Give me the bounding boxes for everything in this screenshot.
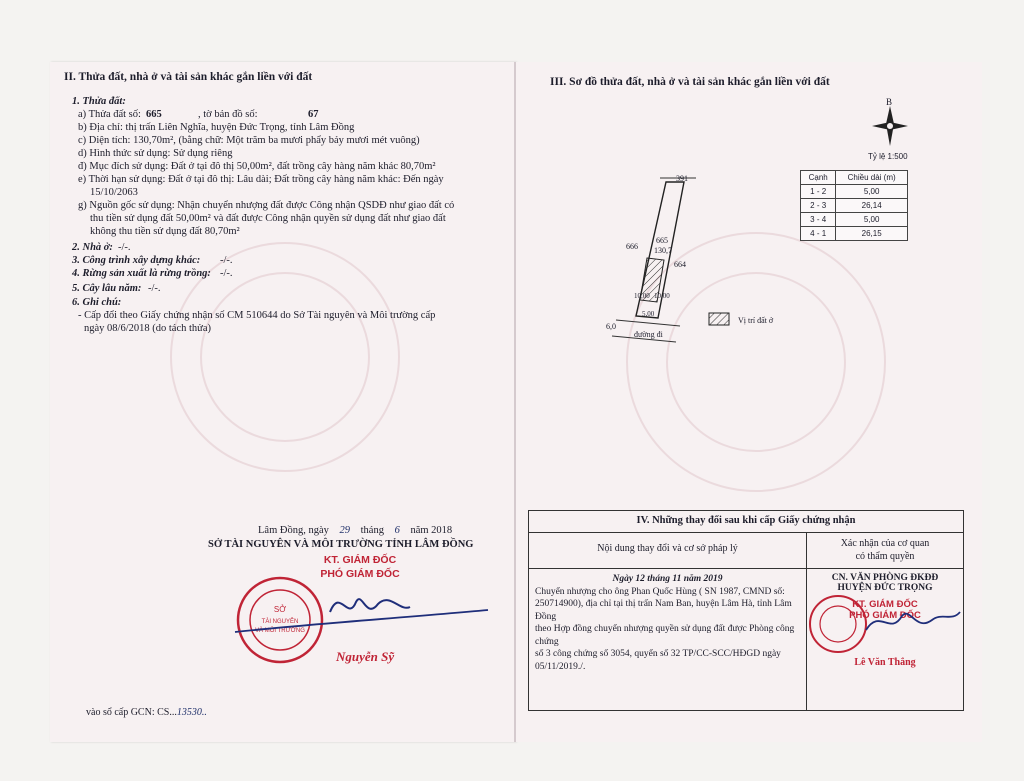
usage-origin-1: g) Nguồn gốc sử dụng: Nhận chuyển nhượng đất được Công nhận QSDĐ như giao đất có xyxy=(78,200,455,211)
watermark-seal-inner xyxy=(200,272,370,442)
approval-entry: CN. VĂN PHÒNG ĐKĐĐ HUYỆN ĐỨC TRỌNG KT. GIÁM ĐỐC PHÓ GIÁM ĐỐC Lê Văn Thắng xyxy=(807,569,964,711)
house-heading: 2. Nhà ở: xyxy=(72,242,113,253)
usage-term-date: 15/10/2063 xyxy=(90,187,138,198)
registry-footer: vào sổ cấp GCN: CS...13530.. xyxy=(86,707,207,718)
forest-heading: 4. Rừng sản xuất là rừng trồng: xyxy=(72,268,211,279)
office-signature-icon xyxy=(856,602,966,642)
usage-origin-3: không thu tiền sử dụng đất 80,70m² xyxy=(90,226,240,237)
north-label: B xyxy=(886,97,893,107)
dim-b-label: 10,00 xyxy=(654,292,670,300)
change-entry: Ngày 12 tháng 11 năm 2019 Chuyển nhượng cho ông Phan Quốc Hùng ( SN 1987, CMND số: 250714900), địa chỉ tại thị trấn Nam Ban, huyện Lâm Hà, tỉnh Lâm Đồng theo Hợp đồng chuyển nhượng quyền sử dụng đất được Phòng công chứng số 3 công chứng số 3054, quyển số 32 TP/CC-SCC/HĐGD ngày 05/11/2019./. xyxy=(529,569,807,711)
plot-number-label: a) Thửa đất số: xyxy=(78,109,141,120)
perennial-value: -/-. xyxy=(148,283,161,294)
issuing-agency: SỞ TÀI NGUYÊN VÀ MÔI TRƯỜNG TỈNH LÂM ĐỒNG xyxy=(208,539,474,550)
issue-date: Lâm Đồng, ngày 29 tháng 6 năm 2018 xyxy=(258,525,453,536)
usage-form: d) Hình thức sử dụng: Sử dụng riêng xyxy=(78,148,233,159)
notes-heading: 6. Ghi chú: xyxy=(72,297,122,308)
edge-col-header: Cạnh xyxy=(801,171,836,185)
legend-label: Vị trí đất ở xyxy=(738,316,774,325)
map-sheet-label: , tờ bản đồ số: xyxy=(198,109,258,120)
house-value: -/-. xyxy=(118,242,131,253)
plot-number: 665 xyxy=(146,109,162,120)
changes-col-content: Nội dung thay đổi và cơ sở pháp lý xyxy=(529,533,807,569)
map-sheet-number: 67 xyxy=(308,109,319,120)
length-col-header: Chiều dài (m) xyxy=(836,171,908,185)
parcel-391-label: 391 xyxy=(676,174,688,183)
kt-director: KT. GIÁM ĐỐC xyxy=(323,554,397,566)
signer-name: Nguyễn Sỹ xyxy=(336,649,395,664)
scale-label: Tỷ lệ 1:500 xyxy=(868,152,908,161)
residential-legend-icon xyxy=(708,312,730,326)
svg-text:TÀI NGUYÊN: TÀI NGUYÊN xyxy=(261,619,299,625)
right-page xyxy=(516,62,982,742)
forest-value: -/-. xyxy=(220,268,233,279)
edge-table-header xyxy=(801,171,908,185)
usage-origin-2: thu tiền sử dụng đất 50,00m² và đất được Công nhận quyền sử dụng đất như giao đất xyxy=(90,213,446,224)
road-width-label: 6,0 xyxy=(606,322,616,331)
deputy-director: PHÓ GIÁM ĐỐC xyxy=(320,568,400,580)
other-works-heading: 3. Công trình xây dựng khác: xyxy=(72,255,201,266)
usage-purpose: đ) Mục đích sử dụng: Đất ở tại đô thị 50,00m², đất trồng cây hàng năm khác 80,70m² xyxy=(78,161,436,172)
section-title-land: II. Thửa đất, nhà ở và tài sản khác gắn liền với đất xyxy=(64,71,313,83)
dim-a-label: 10,00 xyxy=(634,292,650,300)
note-line-2: ngày 08/6/2018 (do tách thửa) xyxy=(84,323,211,334)
changes-col-approval: Xác nhận của cơ quan có thẩm quyền xyxy=(807,533,964,569)
table-row: 4 - 1 26,15 xyxy=(801,227,908,241)
area: c) Diện tích: 130,70m², (bằng chữ: Một trăm ba mươi phẩy bảy mươi mét vuông) xyxy=(78,135,420,146)
table-row: 2 - 3 26,14 xyxy=(801,199,908,213)
edge-length-table xyxy=(800,170,908,241)
perennial-heading: 5. Cây lâu năm: xyxy=(72,283,142,294)
changes-title: IV. Những thay đổi sau khi cấp Giấy chứng nhận xyxy=(529,511,964,533)
parcel-area-label: 130,7 xyxy=(654,246,672,255)
dim-c-label: 5,00 xyxy=(642,310,655,318)
svg-text:VÀ MÔI TRƯỜNG: VÀ MÔI TRƯỜNG xyxy=(255,628,305,634)
left-page xyxy=(50,62,516,742)
land-plot-heading: 1. Thửa đất: xyxy=(72,96,126,107)
parcel-665-label: 665 xyxy=(656,236,668,245)
table-row: 1 - 2 5,00 xyxy=(801,185,908,199)
section-title-diagram: III. Sơ đồ thửa đất, nhà ở và tài sản khác gắn liền với đất xyxy=(550,76,830,88)
table-row: 3 - 4 5,00 xyxy=(801,213,908,227)
other-works-value: -/-. xyxy=(220,255,233,266)
svg-text:SỞ: SỞ xyxy=(273,605,287,614)
parcel-664-label: 664 xyxy=(674,260,686,269)
road-label: đường đi xyxy=(634,330,663,339)
director-signature-icon xyxy=(230,582,490,642)
address: b) Địa chỉ: thị trấn Liên Nghĩa, huyện Đức Trọng, tỉnh Lâm Đồng xyxy=(78,122,355,133)
note-line-1: - Cấp đổi theo Giấy chứng nhận số CM 510644 do Sở Tài nguyên và Môi trường cấp xyxy=(78,310,436,321)
parcel-666-label: 666 xyxy=(626,242,638,251)
usage-term: e) Thời hạn sử dụng: Đất ở tại đô thị: Lâu dài; Đất trồng cây hàng năm khác: Đến ngày xyxy=(78,174,444,185)
compass-icon xyxy=(872,106,908,146)
